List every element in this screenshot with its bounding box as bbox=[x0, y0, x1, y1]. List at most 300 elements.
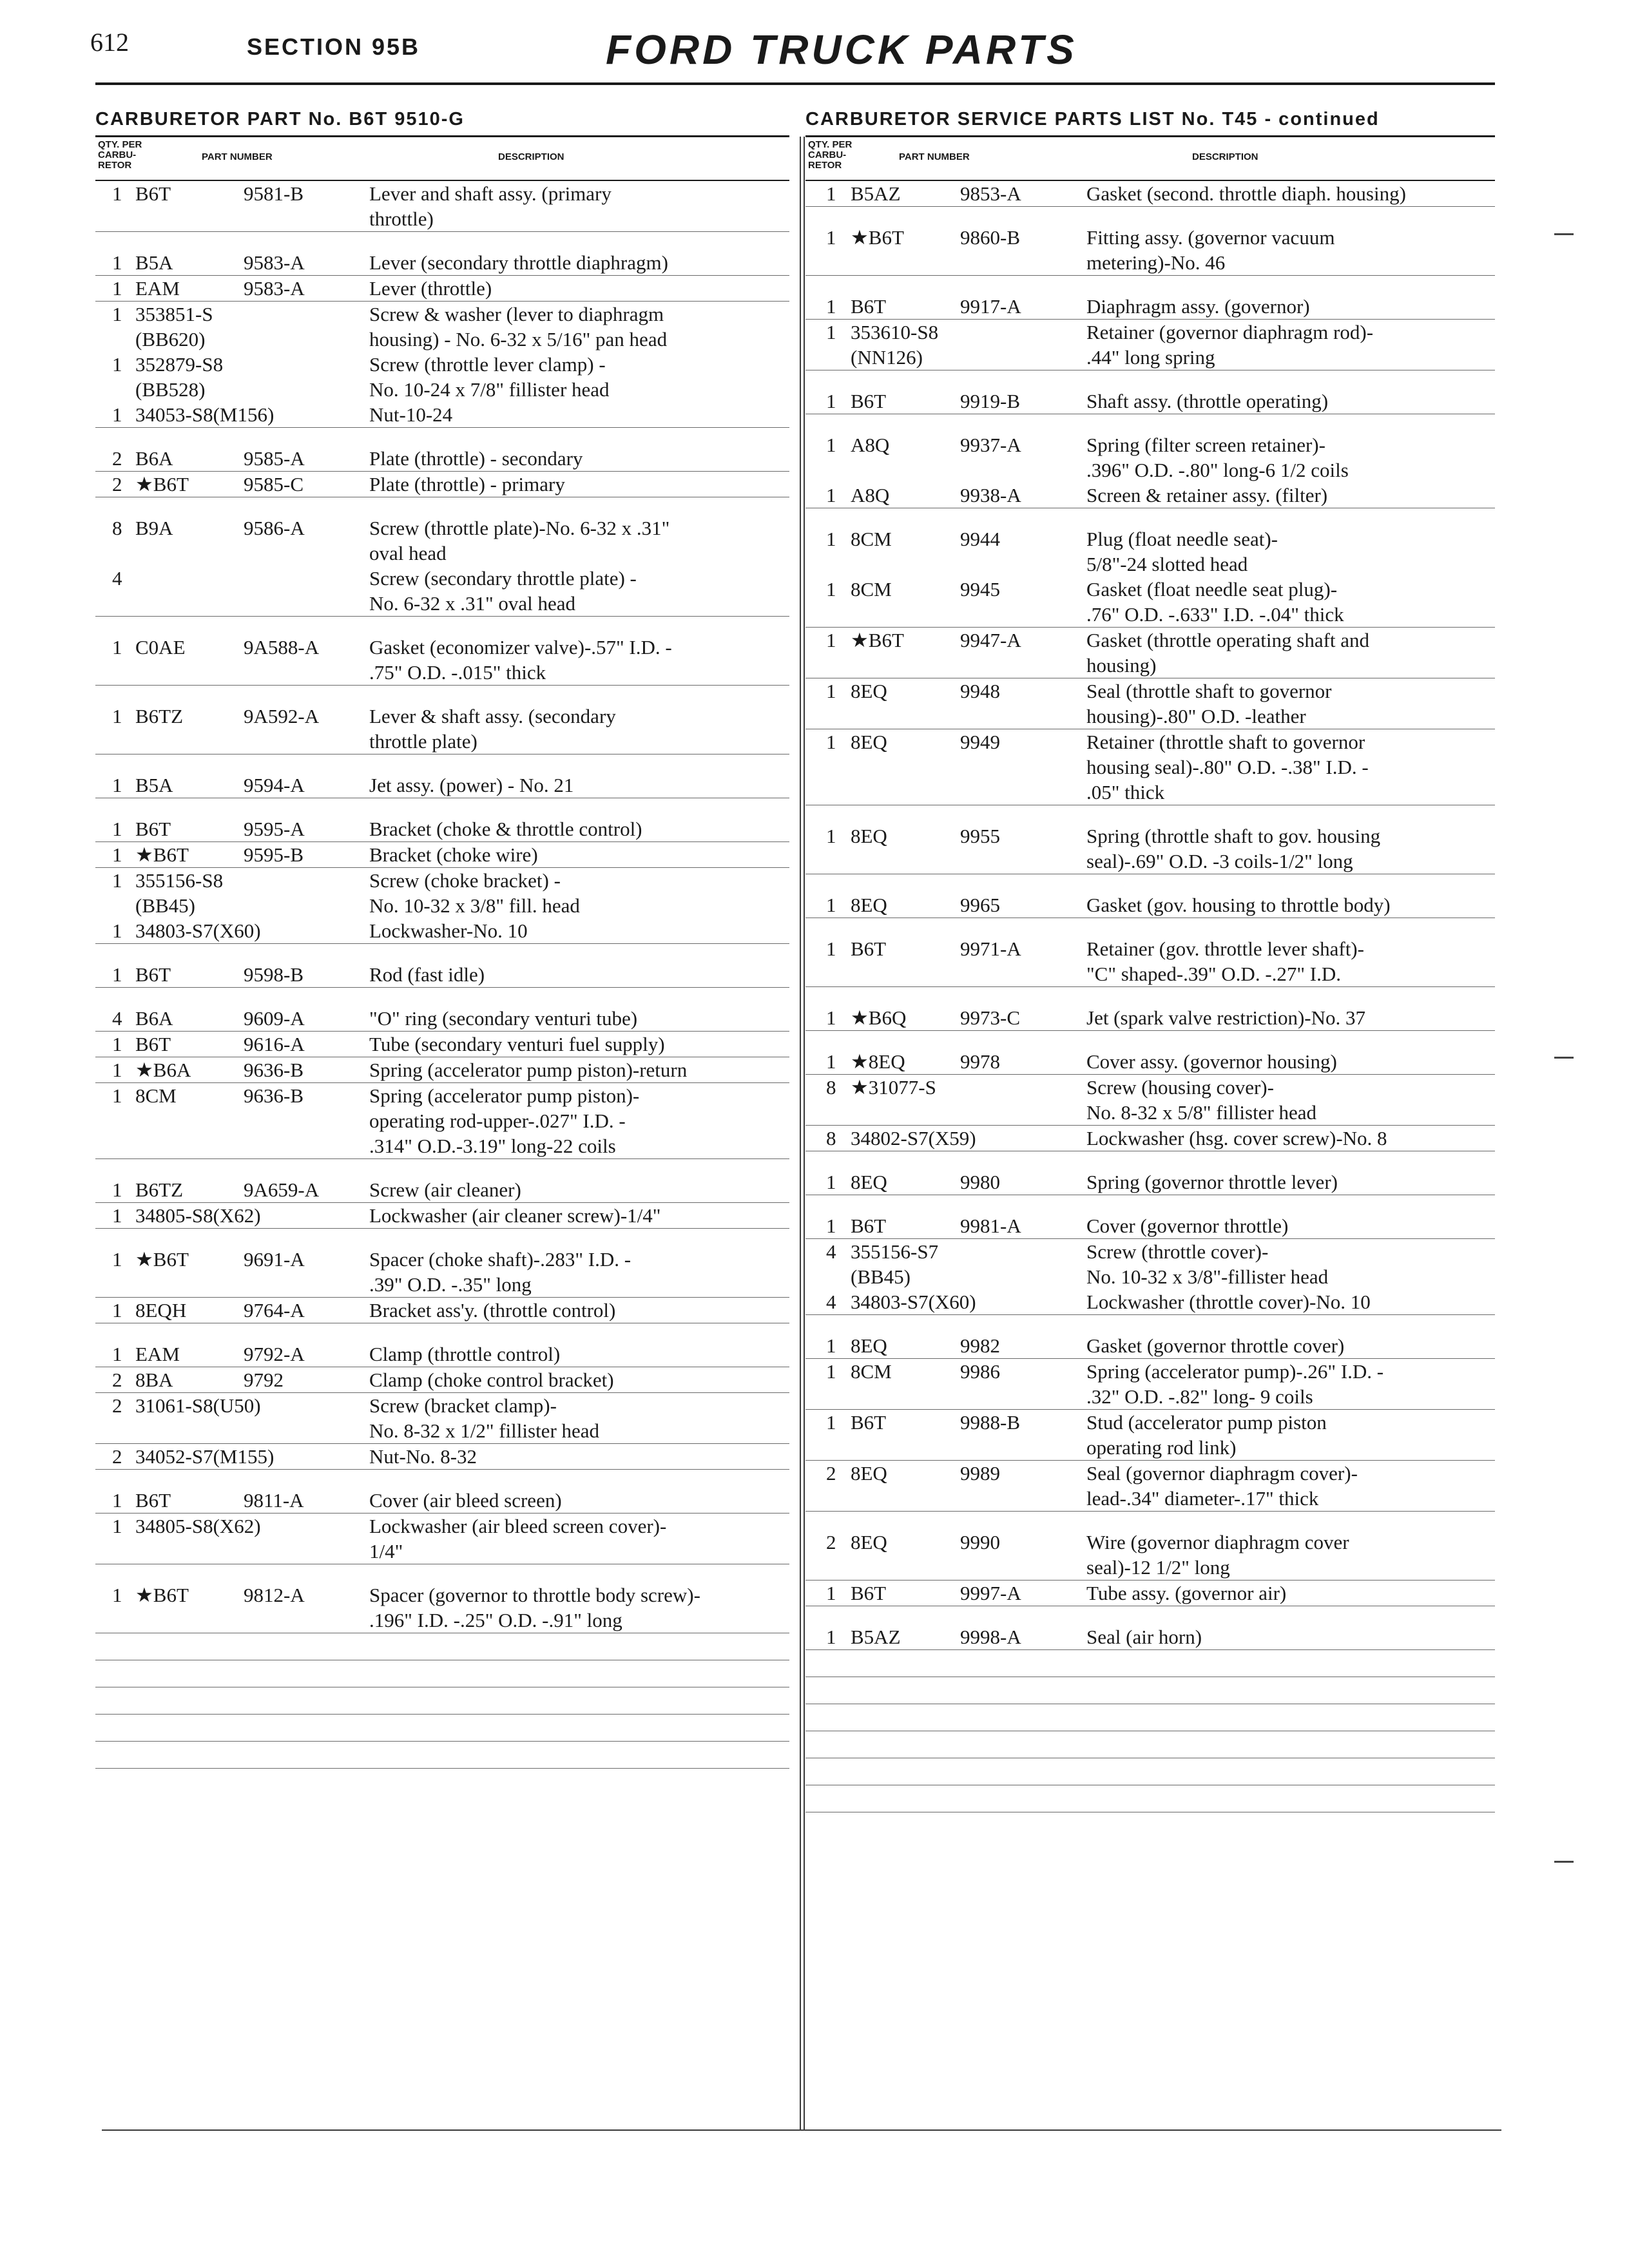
blank-ruled-line bbox=[805, 1758, 1495, 1785]
description: Retainer (gov. throttle lever shaft)- bbox=[1086, 937, 1364, 960]
parts-row bbox=[95, 352, 789, 402]
part-suffix: 9997-A bbox=[960, 1582, 1021, 1604]
row-line bbox=[805, 628, 1495, 653]
description: Screw (bracket clamp)- bbox=[369, 1394, 557, 1417]
blank-ruled-line bbox=[95, 1715, 789, 1742]
part-suffix: 9989 bbox=[960, 1462, 1000, 1485]
row-line bbox=[805, 1169, 1495, 1195]
row-line bbox=[805, 754, 1495, 780]
parts-row bbox=[805, 225, 1495, 276]
description: lead-.34" diameter-.17" thick bbox=[1086, 1487, 1319, 1510]
description: Seal (air horn) bbox=[1086, 1626, 1202, 1648]
part-prefix: B5AZ bbox=[851, 182, 901, 205]
row-line bbox=[805, 1624, 1495, 1649]
description: Screw (throttle cover)- bbox=[1086, 1240, 1269, 1263]
quantity: 1 bbox=[826, 321, 836, 343]
column-divider-inner bbox=[804, 137, 805, 2129]
parts-row bbox=[805, 1005, 1495, 1031]
parts-row bbox=[805, 1530, 1495, 1581]
description: Lever & shaft assy. (secondary bbox=[369, 705, 616, 727]
part-prefix: 34805-S8(X62) bbox=[135, 1204, 261, 1227]
description: .05" thick bbox=[1086, 781, 1165, 803]
part-prefix: C0AE bbox=[135, 636, 186, 658]
part-suffix: 9583-A bbox=[244, 251, 305, 274]
part-prefix: B6TZ bbox=[135, 705, 184, 727]
margin-mark bbox=[1554, 1861, 1574, 1863]
quantity: 1 bbox=[826, 484, 836, 506]
part-prefix: B6A bbox=[135, 447, 173, 470]
quantity: 1 bbox=[112, 1515, 122, 1537]
quantity: 4 bbox=[826, 1240, 836, 1263]
part-prefix: ★B6T bbox=[135, 473, 189, 495]
part-prefix: 8EQ bbox=[851, 1462, 887, 1485]
part-suffix: 9764-A bbox=[244, 1299, 305, 1321]
part-prefix: EAM bbox=[135, 1343, 180, 1365]
part-suffix: 9A588-A bbox=[244, 636, 320, 658]
row-line bbox=[805, 1530, 1495, 1555]
margin-mark bbox=[1554, 1057, 1574, 1059]
part-prefix: ★8EQ bbox=[851, 1050, 905, 1073]
description: Spacer (governor to throttle body screw)- bbox=[369, 1584, 700, 1606]
quantity: 1 bbox=[112, 705, 122, 727]
part-suffix: 9981-A bbox=[960, 1215, 1021, 1237]
row-line bbox=[805, 602, 1495, 627]
description: Spring (accelerator pump)-.26" I.D. - bbox=[1086, 1360, 1384, 1383]
part-prefix: (BB45) bbox=[851, 1265, 911, 1288]
row-line bbox=[805, 1075, 1495, 1100]
part-prefix: 8EQ bbox=[851, 680, 887, 702]
parts-row bbox=[95, 446, 789, 472]
row-line bbox=[95, 566, 789, 591]
quantity: 1 bbox=[826, 1215, 836, 1237]
parts-row bbox=[805, 526, 1495, 577]
quantity: 1 bbox=[112, 1343, 122, 1365]
quantity: 1 bbox=[112, 1084, 122, 1107]
row-line bbox=[95, 635, 789, 660]
quantity: 2 bbox=[112, 1445, 122, 1468]
part-suffix: 9980 bbox=[960, 1171, 1000, 1193]
part-prefix: B5A bbox=[135, 251, 173, 274]
quantity: 1 bbox=[112, 353, 122, 376]
row-line bbox=[805, 1264, 1495, 1289]
description: Nut-10-24 bbox=[369, 403, 453, 426]
part-prefix: 34052-S7(M155) bbox=[135, 1445, 275, 1468]
description: .44" long spring bbox=[1086, 346, 1215, 369]
row-line bbox=[805, 1486, 1495, 1511]
parts-row bbox=[95, 816, 789, 842]
part-prefix: B6TZ bbox=[135, 1178, 184, 1201]
blank-ruled-line bbox=[805, 1704, 1495, 1731]
part-prefix: B6T bbox=[851, 937, 887, 960]
description: Jet assy. (power) - No. 21 bbox=[369, 774, 574, 796]
part-prefix: EAM bbox=[135, 277, 180, 300]
parts-row bbox=[805, 294, 1495, 320]
description: Spacer (choke shaft)-.283" I.D. - bbox=[369, 1248, 631, 1271]
part-prefix: 8CM bbox=[851, 1360, 892, 1383]
row-line bbox=[805, 936, 1495, 961]
row-line bbox=[95, 1582, 789, 1608]
row-line bbox=[805, 1359, 1495, 1384]
part-suffix: 9973-C bbox=[960, 1006, 1020, 1029]
description: No. 10-32 x 3/8"-fillister head bbox=[1086, 1265, 1329, 1288]
description: No. 6-32 x .31" oval head bbox=[369, 592, 576, 615]
part-prefix: B6T bbox=[135, 818, 171, 840]
quantity: 1 bbox=[112, 303, 122, 325]
part-suffix: 9811-A bbox=[244, 1489, 304, 1512]
description: operating rod link) bbox=[1086, 1436, 1237, 1459]
description: .396" O.D. -.80" long-6 1/2 coils bbox=[1086, 459, 1349, 481]
row-line bbox=[805, 1435, 1495, 1460]
row-line bbox=[805, 1213, 1495, 1238]
description: Stud (accelerator pump piston bbox=[1086, 1411, 1327, 1434]
part-suffix: 9586-A bbox=[244, 517, 305, 539]
row-line bbox=[805, 892, 1495, 918]
part-suffix: 9948 bbox=[960, 680, 1000, 702]
right-column-title: CARBURETOR SERVICE PARTS LIST No. T45 - continued bbox=[805, 109, 1380, 130]
description: Lockwasher (throttle cover)-No. 10 bbox=[1086, 1291, 1371, 1313]
description: throttle plate) bbox=[369, 730, 477, 753]
part-suffix: 9986 bbox=[960, 1360, 1000, 1383]
part-prefix: ★B6T bbox=[135, 843, 189, 866]
parts-row bbox=[805, 389, 1495, 414]
part-suffix: 9971-A bbox=[960, 937, 1021, 960]
quantity: 1 bbox=[112, 963, 122, 986]
quantity: 1 bbox=[112, 1248, 122, 1271]
row-line bbox=[95, 1539, 789, 1564]
part-suffix: 9598-B bbox=[244, 963, 304, 986]
row-line bbox=[95, 868, 789, 893]
parts-row bbox=[95, 1298, 789, 1323]
parts-row bbox=[95, 276, 789, 302]
quantity: 1 bbox=[112, 1059, 122, 1081]
part-prefix: 8EQ bbox=[851, 894, 887, 916]
quantity: 4 bbox=[826, 1291, 836, 1313]
description: No. 8-32 x 1/2" fillister head bbox=[369, 1419, 600, 1442]
quantity: 1 bbox=[826, 1171, 836, 1193]
parts-row bbox=[805, 432, 1495, 483]
part-prefix: 34805-S8(X62) bbox=[135, 1515, 261, 1537]
parts-row bbox=[95, 962, 789, 988]
description: Screw (throttle plate)-No. 6-32 x .31" bbox=[369, 517, 670, 539]
row-line bbox=[95, 1057, 789, 1082]
quantity: 8 bbox=[826, 1076, 836, 1099]
row-line bbox=[805, 181, 1495, 206]
description: Seal (throttle shaft to governor bbox=[1086, 680, 1332, 702]
row-line bbox=[95, 250, 789, 275]
parts-row bbox=[805, 823, 1495, 874]
right-column bbox=[805, 103, 1495, 1812]
parts-row bbox=[95, 1582, 789, 1633]
description: Plate (throttle) - primary bbox=[369, 473, 565, 495]
quantity: 2 bbox=[112, 473, 122, 495]
parts-row bbox=[95, 1057, 789, 1083]
part-prefix: 8EQH bbox=[135, 1299, 187, 1321]
quantity: 1 bbox=[112, 818, 122, 840]
parts-row bbox=[805, 1581, 1495, 1606]
parts-row bbox=[95, 635, 789, 686]
parts-row bbox=[805, 1169, 1495, 1195]
description: Gasket (gov. housing to throttle body) bbox=[1086, 894, 1391, 916]
parts-row bbox=[805, 1289, 1495, 1315]
part-prefix: 8EQ bbox=[851, 1171, 887, 1193]
part-suffix: 9917-A bbox=[960, 295, 1021, 318]
quantity: 1 bbox=[826, 937, 836, 960]
part-suffix: 9988-B bbox=[960, 1411, 1020, 1434]
parts-row bbox=[95, 1032, 789, 1057]
row-line bbox=[805, 961, 1495, 986]
description: Screen & retainer assy. (filter) bbox=[1086, 484, 1328, 506]
row-line bbox=[805, 704, 1495, 729]
row-line bbox=[95, 446, 789, 471]
part-prefix: B6T bbox=[851, 1411, 887, 1434]
quantity: 1 bbox=[112, 251, 122, 274]
part-prefix: B6T bbox=[135, 1489, 171, 1512]
part-prefix: ★31077-S bbox=[851, 1076, 936, 1099]
description: Lockwasher (hsg. cover screw)-No. 8 bbox=[1086, 1127, 1387, 1149]
bottom-rule bbox=[102, 2129, 1501, 2131]
quantity: 1 bbox=[826, 680, 836, 702]
part-suffix: 9949 bbox=[960, 731, 1000, 753]
blank-ruled-line bbox=[805, 1785, 1495, 1812]
row-line bbox=[805, 577, 1495, 602]
row-line bbox=[805, 1126, 1495, 1151]
part-suffix: 9944 bbox=[960, 528, 1000, 550]
quantity: 1 bbox=[826, 390, 836, 412]
row-line bbox=[805, 729, 1495, 754]
column-divider bbox=[800, 137, 801, 2129]
part-prefix: ★B6T bbox=[135, 1248, 189, 1271]
description: Plate (throttle) - secondary bbox=[369, 447, 583, 470]
blank-ruled-line bbox=[95, 1660, 789, 1687]
quantity: 2 bbox=[826, 1462, 836, 1485]
part-suffix: 9595-A bbox=[244, 818, 305, 840]
row-line bbox=[95, 1272, 789, 1297]
description: .196" I.D. -.25" O.D. -.91" long bbox=[369, 1609, 622, 1631]
quantity: 1 bbox=[826, 1050, 836, 1073]
part-prefix: 353851-S bbox=[135, 303, 213, 325]
part-prefix: 8BA bbox=[135, 1369, 173, 1391]
description: housing) - No. 6-32 x 5/16" pan head bbox=[369, 328, 668, 351]
row-line bbox=[95, 704, 789, 729]
description: Clamp (choke control bracket) bbox=[369, 1369, 614, 1391]
row-line bbox=[95, 1032, 789, 1057]
part-suffix: 9945 bbox=[960, 578, 1000, 601]
description: Spring (throttle shaft to gov. housing bbox=[1086, 825, 1381, 847]
description: Spring (accelerator pump piston)-return bbox=[369, 1059, 688, 1081]
row-line bbox=[805, 823, 1495, 849]
parts-row bbox=[805, 1624, 1495, 1650]
part-prefix: (BB45) bbox=[135, 894, 195, 917]
parts-row bbox=[95, 1203, 789, 1229]
qty-header: QTY. PER CARBU- RETOR bbox=[98, 139, 142, 171]
quantity: 1 bbox=[826, 1626, 836, 1648]
description: Retainer (throttle shaft to governor bbox=[1086, 731, 1365, 753]
quantity: 1 bbox=[826, 629, 836, 651]
parts-row bbox=[805, 729, 1495, 805]
quantity: 4 bbox=[112, 1007, 122, 1030]
part-prefix: B9A bbox=[135, 517, 173, 539]
parts-row bbox=[805, 628, 1495, 678]
parts-row bbox=[95, 1247, 789, 1298]
row-line bbox=[805, 250, 1495, 275]
parts-row bbox=[95, 250, 789, 276]
quantity: 1 bbox=[112, 1178, 122, 1201]
row-line bbox=[95, 1133, 789, 1158]
description: seal)-12 1/2" long bbox=[1086, 1556, 1230, 1579]
description: operating rod-upper-.027" I.D. - bbox=[369, 1110, 626, 1132]
blank-ruled-line bbox=[805, 1731, 1495, 1758]
part-prefix: B6A bbox=[135, 1007, 173, 1030]
description: Shaft assy. (throttle operating) bbox=[1086, 390, 1329, 412]
row-line bbox=[95, 591, 789, 616]
row-line bbox=[95, 842, 789, 867]
quantity: 1 bbox=[112, 1584, 122, 1606]
parts-row bbox=[805, 1075, 1495, 1126]
description: Retainer (governor diaphragm rod)- bbox=[1086, 321, 1374, 343]
row-line bbox=[805, 1239, 1495, 1264]
parts-row bbox=[805, 483, 1495, 508]
parts-row bbox=[805, 577, 1495, 628]
description: .32" O.D. -.82" long- 9 coils bbox=[1086, 1385, 1313, 1408]
description: Spring (governor throttle lever) bbox=[1086, 1171, 1338, 1193]
row-line bbox=[95, 729, 789, 754]
row-line bbox=[805, 552, 1495, 577]
quantity: 1 bbox=[112, 1299, 122, 1321]
row-line bbox=[95, 1203, 789, 1228]
part-suffix: 9812-A bbox=[244, 1584, 305, 1606]
row-line bbox=[95, 402, 789, 427]
quantity: 1 bbox=[112, 843, 122, 866]
row-line bbox=[95, 918, 789, 943]
blank-ruled-line bbox=[805, 1650, 1495, 1677]
section-label: SECTION 95B bbox=[247, 34, 421, 60]
parts-row bbox=[805, 678, 1495, 729]
parts-row bbox=[805, 1461, 1495, 1512]
description: metering)-No. 46 bbox=[1086, 251, 1226, 274]
description: Screw (throttle lever clamp) - bbox=[369, 353, 606, 376]
description: .314" O.D.-3.19" long-22 coils bbox=[369, 1135, 616, 1157]
part-prefix: B6T bbox=[135, 182, 171, 205]
part-prefix: B6T bbox=[851, 1215, 887, 1237]
part-prefix: (BB620) bbox=[135, 328, 206, 351]
part-suffix: 9853-A bbox=[960, 182, 1021, 205]
parts-row bbox=[805, 1213, 1495, 1239]
row-line bbox=[805, 1581, 1495, 1606]
part-prefix: 8CM bbox=[851, 578, 892, 601]
part-prefix: 31061-S8(U50) bbox=[135, 1394, 261, 1417]
part-suffix: 9581-B bbox=[244, 182, 304, 205]
quantity: 1 bbox=[112, 182, 122, 205]
description: "O" ring (secondary venturi tube) bbox=[369, 1007, 638, 1030]
quantity: 1 bbox=[826, 1582, 836, 1604]
description: Screw (air cleaner) bbox=[369, 1178, 521, 1201]
row-line bbox=[95, 1108, 789, 1133]
row-line bbox=[95, 1488, 789, 1513]
description: Lockwasher (air bleed screen cover)- bbox=[369, 1515, 667, 1537]
description: throttle) bbox=[369, 207, 434, 230]
part-suffix: 9691-A bbox=[244, 1248, 305, 1271]
header-rule bbox=[95, 82, 1495, 85]
description-header: DESCRIPTION bbox=[498, 151, 564, 162]
part-suffix: 9A659-A bbox=[244, 1178, 320, 1201]
quantity: 1 bbox=[826, 1411, 836, 1434]
part-suffix: 9938-A bbox=[960, 484, 1021, 506]
parts-row bbox=[95, 1367, 789, 1393]
left-table-header bbox=[95, 135, 789, 181]
quantity: 1 bbox=[826, 1006, 836, 1029]
description: No. 8-32 x 5/8" fillister head bbox=[1086, 1101, 1317, 1124]
description: Screw (housing cover)- bbox=[1086, 1076, 1274, 1099]
row-line bbox=[95, 206, 789, 231]
parts-row bbox=[805, 1126, 1495, 1151]
row-line bbox=[95, 1006, 789, 1031]
quantity: 1 bbox=[826, 1360, 836, 1383]
quantity: 1 bbox=[112, 636, 122, 658]
blank-ruled-line bbox=[95, 1742, 789, 1769]
part-suffix: 9947-A bbox=[960, 629, 1021, 651]
parts-row bbox=[95, 918, 789, 944]
quantity: 1 bbox=[826, 578, 836, 601]
row-line bbox=[95, 1418, 789, 1443]
quantity: 1 bbox=[826, 731, 836, 753]
part-prefix: 8CM bbox=[851, 528, 892, 550]
row-line bbox=[805, 849, 1495, 874]
blank-ruled-line bbox=[805, 1677, 1495, 1704]
part-prefix: ★B6A bbox=[135, 1059, 191, 1081]
qty-header: QTY. PER CARBU- RETOR bbox=[808, 139, 853, 171]
description: Lockwasher (air cleaner screw)-1/4" bbox=[369, 1204, 661, 1227]
quantity: 1 bbox=[112, 277, 122, 300]
parts-row bbox=[805, 1410, 1495, 1461]
row-line bbox=[95, 1608, 789, 1633]
parts-row bbox=[95, 704, 789, 754]
row-line bbox=[95, 1367, 789, 1392]
row-line bbox=[95, 276, 789, 301]
part-suffix: 9978 bbox=[960, 1050, 1000, 1073]
row-line bbox=[805, 526, 1495, 552]
quantity: 1 bbox=[112, 919, 122, 942]
row-line bbox=[95, 352, 789, 377]
description: Plug (float needle seat)- bbox=[1086, 528, 1278, 550]
page-title: FORD TRUCK PARTS bbox=[606, 26, 1077, 73]
part-suffix: 9636-B bbox=[244, 1084, 304, 1107]
part-prefix: 34803-S7(X60) bbox=[135, 919, 261, 942]
parts-row bbox=[95, 402, 789, 428]
part-prefix: 34053-S8(M156) bbox=[135, 403, 275, 426]
row-line bbox=[805, 1333, 1495, 1358]
description: Tube assy. (governor air) bbox=[1086, 1582, 1287, 1604]
description: Bracket ass'y. (throttle control) bbox=[369, 1299, 616, 1321]
row-line bbox=[805, 432, 1495, 457]
part-prefix: B5AZ bbox=[851, 1626, 901, 1648]
part-suffix: 9955 bbox=[960, 825, 1000, 847]
row-line bbox=[805, 1289, 1495, 1314]
quantity: 1 bbox=[826, 182, 836, 205]
description: Screw & washer (lever to diaphragm bbox=[369, 303, 664, 325]
quantity: 1 bbox=[112, 869, 122, 892]
parts-row bbox=[95, 1393, 789, 1444]
part-prefix: ★B6T bbox=[851, 629, 904, 651]
row-line bbox=[95, 302, 789, 327]
part-suffix: 9860-B bbox=[960, 226, 1020, 249]
parts-row bbox=[805, 892, 1495, 918]
description: Clamp (throttle control) bbox=[369, 1343, 561, 1365]
description: Cover (air bleed screen) bbox=[369, 1489, 562, 1512]
part-number-header: PART NUMBER bbox=[202, 151, 273, 162]
description: Spring (filter screen retainer)- bbox=[1086, 434, 1325, 456]
left-column bbox=[95, 103, 789, 1769]
part-prefix: 34803-S7(X60) bbox=[851, 1291, 976, 1313]
